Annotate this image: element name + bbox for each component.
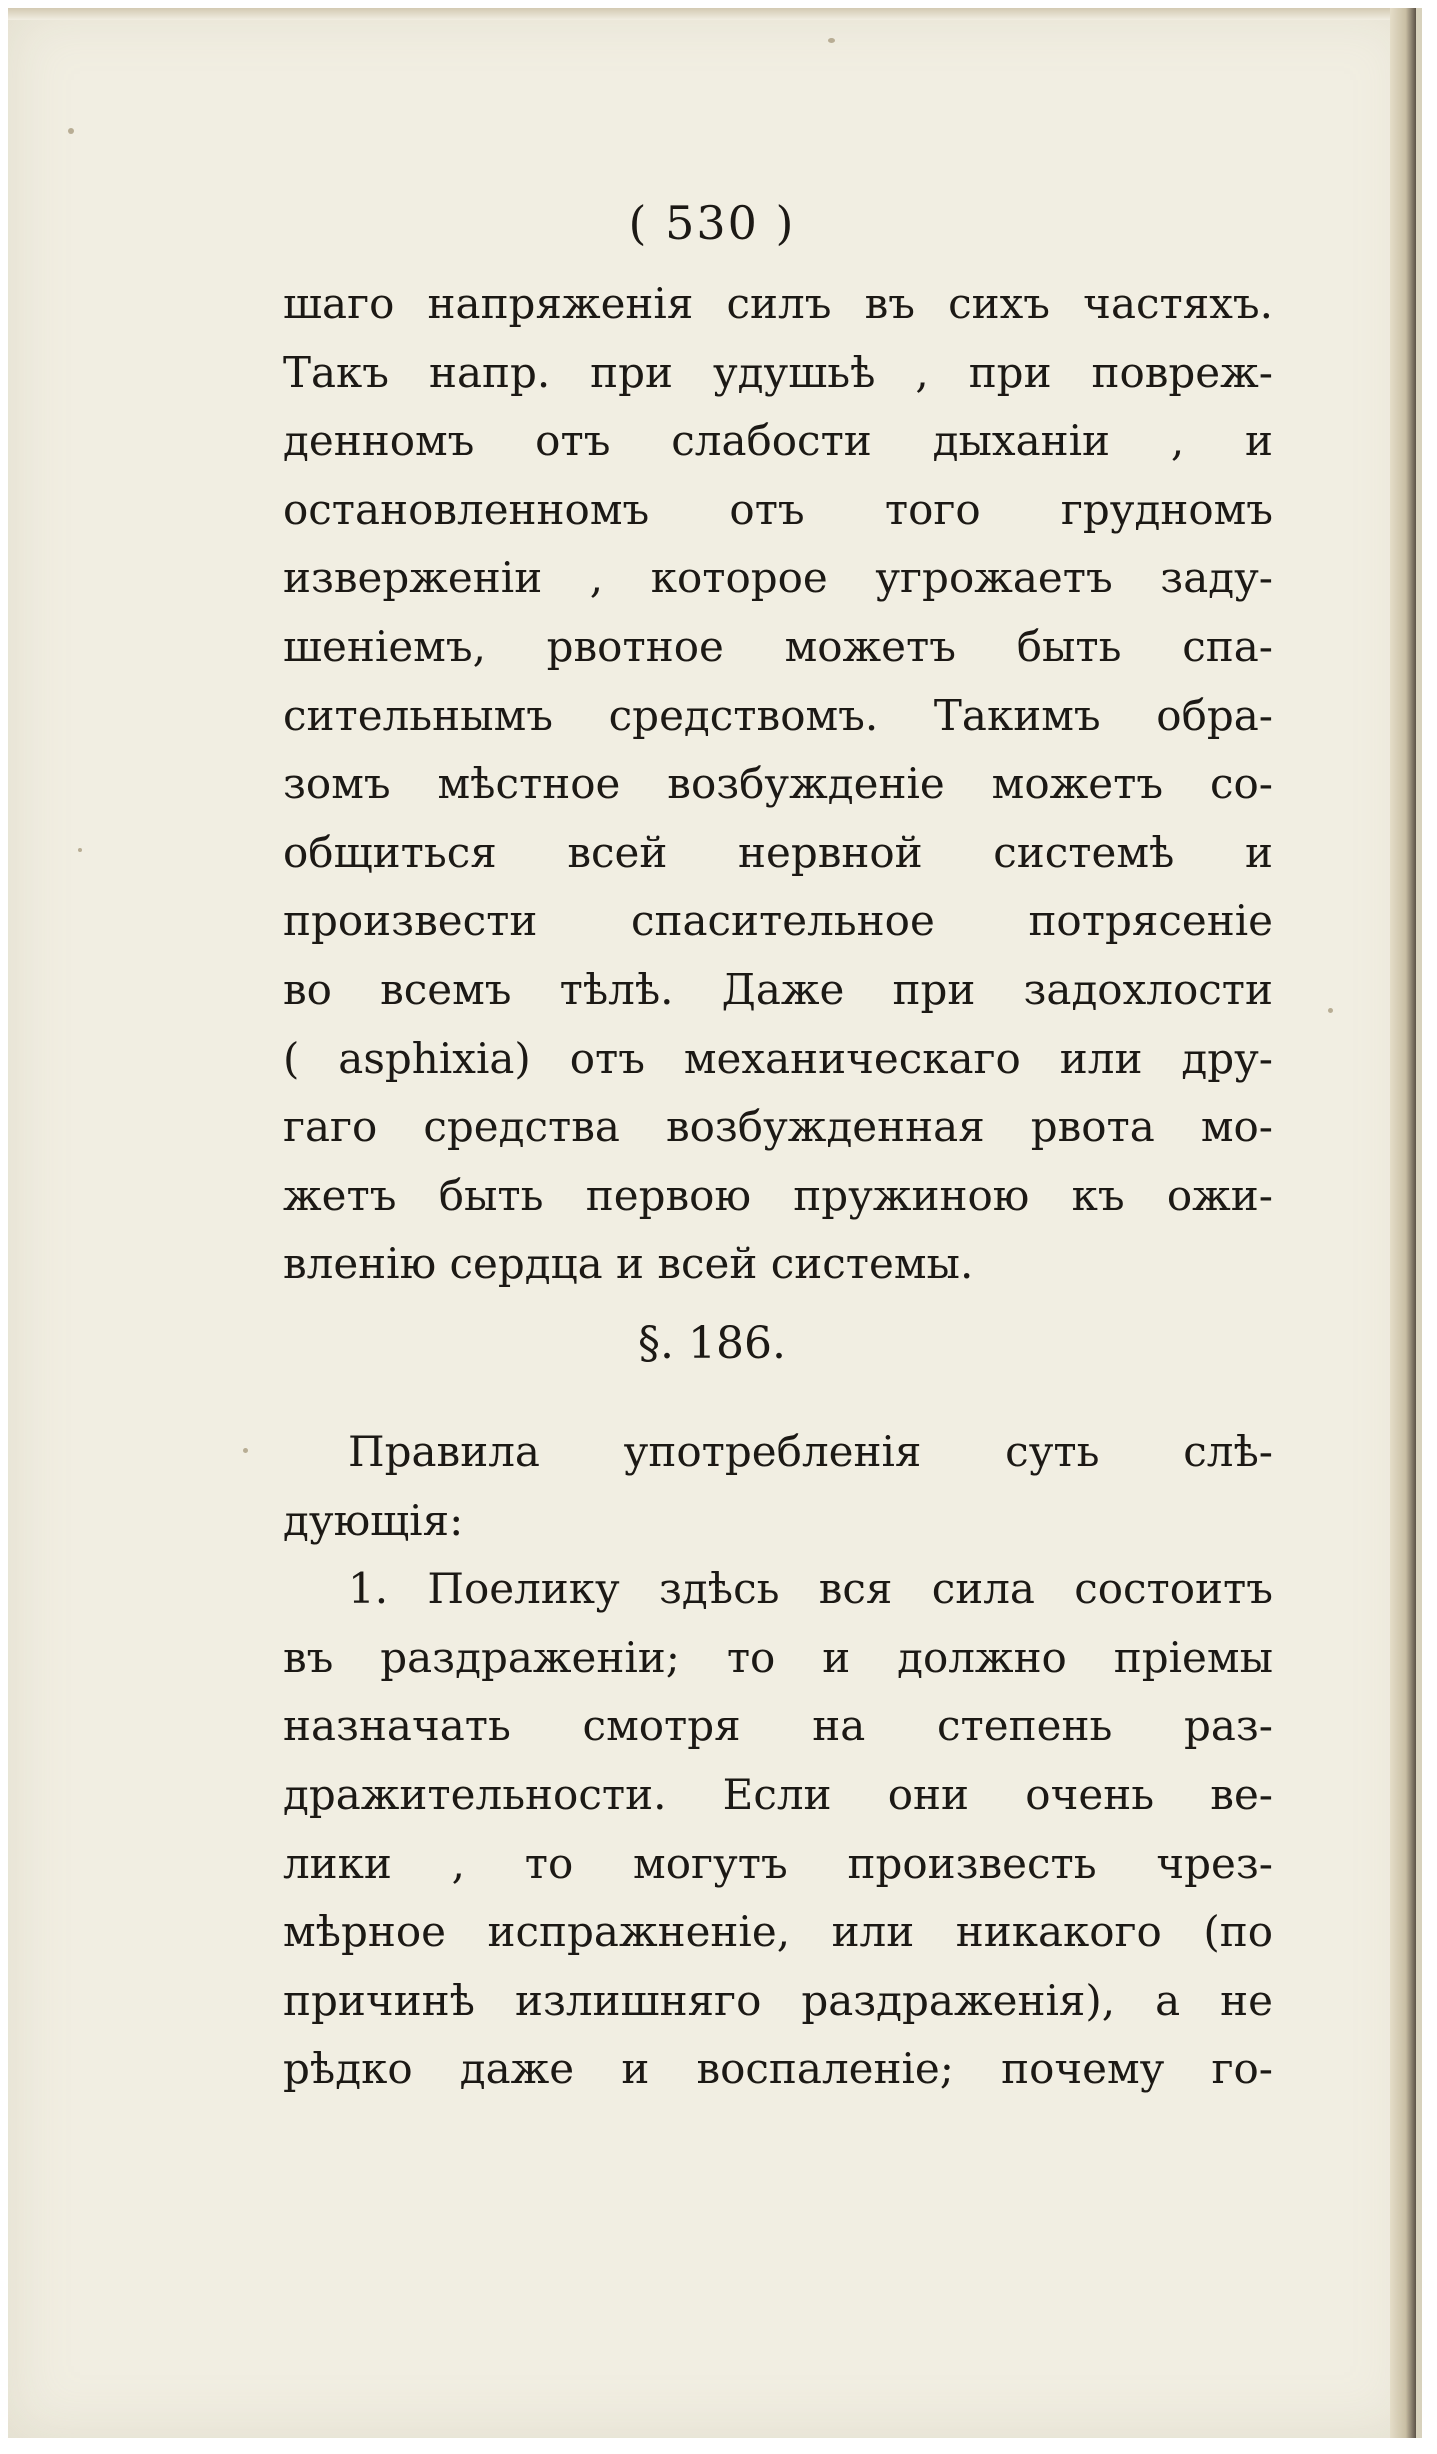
text-line: мѣрное испражненіе, или никакого (по (283, 1907, 1273, 1957)
text-line: общиться всей нервной системѣ и (283, 827, 1273, 877)
page-number: ( 530 ) (628, 196, 796, 250)
text-line: сительнымъ средствомъ. Такимъ обра- (283, 690, 1273, 740)
text-line: рѣдко даже и воспаленіе; почему го- (283, 2044, 1273, 2094)
page-right-edge (1390, 8, 1416, 2438)
paper-speck (68, 128, 74, 134)
text-line: 1. Поелику здѣсь вся сила состоитъ (348, 1564, 1273, 1614)
text-line: гаго средства возбужденная рвота мо- (283, 1102, 1273, 1152)
section-heading: §. 186. (638, 1318, 786, 1369)
text-line: причинѣ излишняго раздраженія), а не (283, 1975, 1273, 2025)
text-line: зомъ мѣстное возбужденіе можетъ со- (283, 759, 1273, 809)
text-line: жетъ быть первою пружиною къ ожи- (283, 1170, 1273, 1220)
text-line: лики , то могутъ произвесть чрез- (283, 1838, 1273, 1888)
text-line: ( asphixia) отъ механическаго или дру- (283, 1033, 1273, 1083)
text-line: изверженіи , которое угрожаетъ заду- (283, 553, 1273, 603)
text-line: въ раздраженіи; то и должно пріемы (283, 1632, 1273, 1682)
text-line: дражительности. Если они очень ве- (283, 1769, 1273, 1819)
paper-speck (243, 1448, 248, 1453)
text-line: остановленномъ отъ того грудномъ (283, 484, 1273, 534)
paper-speck (78, 848, 82, 852)
text-line: произвести спасительное потрясеніе (283, 896, 1273, 946)
text-line: Правила употребленія суть слѣ- (348, 1427, 1273, 1476)
text-line: Такъ напр. при удушьѣ , при повреж- (283, 347, 1273, 397)
text-line: дующія: (283, 1495, 464, 1545)
book-page (8, 8, 1422, 2438)
text-line: назначать смотря на степень раз- (283, 1701, 1273, 1751)
text-line: вленію сердца и всей системы. (283, 1239, 974, 1289)
text-line: во всемъ тѣлѣ. Даже при задохлости (283, 964, 1273, 1014)
page-top-edge (8, 8, 1416, 20)
text-line: денномъ отъ слабости дыханіи , и (283, 416, 1273, 466)
paper-speck (828, 38, 835, 43)
paper-speck (1328, 1008, 1333, 1013)
paragraph-1 (283, 270, 1273, 1299)
text-line: шаго напряженія силъ въ сихъ частяхъ. (283, 279, 1273, 328)
text-line: шеніемъ, рвотное можетъ быть спа- (283, 621, 1273, 671)
paragraph-2 (283, 1418, 1273, 2104)
